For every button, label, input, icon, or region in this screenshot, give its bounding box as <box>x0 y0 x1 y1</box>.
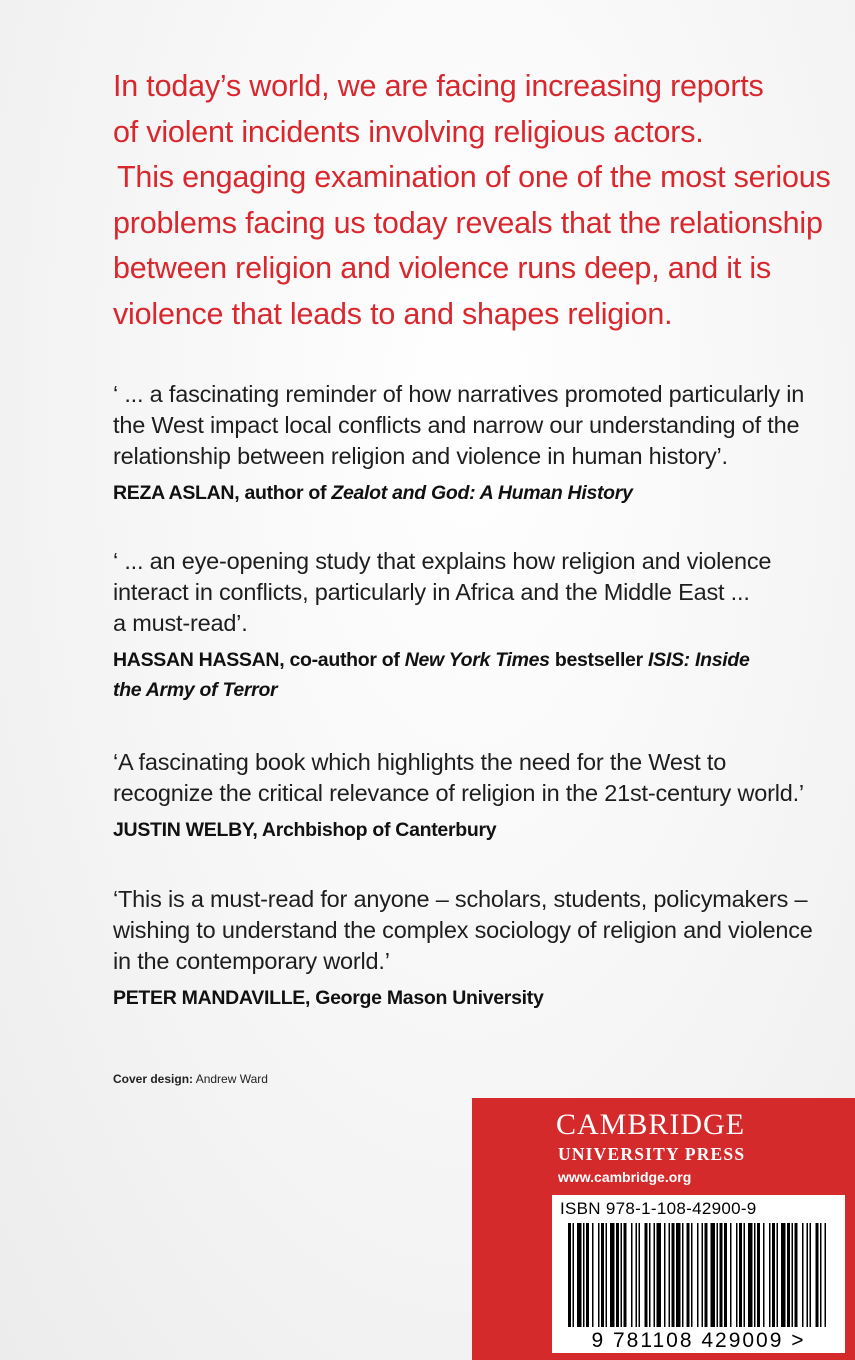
publisher-url: www.cambridge.org <box>558 1169 692 1185</box>
barcode-bar <box>795 1223 798 1327</box>
quote-line: interact in conflicts, particularly in Africa and the Middle East ... <box>113 579 750 605</box>
endorsement-welby <box>113 747 833 845</box>
barcode-bar <box>724 1223 727 1327</box>
barcode-bar <box>769 1223 771 1327</box>
endorsement-mandaville <box>113 884 833 1013</box>
barcode-bar <box>697 1223 699 1327</box>
barcode-bar <box>639 1223 641 1327</box>
quote-attribution <box>113 645 833 705</box>
quote-line: wishing to understand the complex sociology of religion and violence <box>113 917 813 943</box>
quote-attribution: PETER MANDAVILLE, George Mason University <box>113 987 544 1009</box>
cover-design-credit <box>113 1072 268 1086</box>
barcode-bar <box>730 1223 732 1327</box>
attribution-role: , co-author of <box>279 649 405 671</box>
barcode-icon <box>568 1223 830 1327</box>
barcode-bar <box>736 1223 738 1327</box>
barcode-bar <box>754 1223 756 1327</box>
blurb-line: problems facing us today reveals that the relationship <box>113 205 823 240</box>
barcode-bar <box>583 1223 585 1327</box>
barcode-bar <box>610 1223 615 1327</box>
blurb-line: between religion and violence runs deep, and it is <box>113 251 772 285</box>
publisher-name: CAMBRIDGE <box>556 1108 746 1141</box>
quote-line: the West impact local conflicts and narrow our understanding of the <box>113 412 800 438</box>
barcode-bar <box>691 1223 693 1327</box>
barcode-bar <box>606 1223 608 1327</box>
quote-line: ‘ ... a fascinating reminder of how narratives promoted particularly in <box>113 381 805 407</box>
publisher-panel <box>472 1098 855 1360</box>
endorsement-aslan <box>113 379 833 508</box>
barcode-bar <box>807 1223 809 1327</box>
barcode-bar <box>717 1223 719 1327</box>
barcode-bar <box>664 1223 666 1327</box>
cover-design-label: Cover design: <box>113 1072 194 1086</box>
barcode-bar <box>669 1223 671 1327</box>
barcode-bar <box>573 1223 575 1327</box>
attribution-work: New York Times <box>404 649 550 671</box>
barcode-bar <box>601 1223 604 1327</box>
barcode-bar <box>711 1223 716 1327</box>
barcode-bar <box>636 1223 638 1327</box>
barcode-bar <box>676 1223 681 1327</box>
barcode-bar <box>568 1223 571 1327</box>
quote-line: in the contemporary world.’ <box>113 948 390 974</box>
barcode-bar <box>687 1223 690 1327</box>
quote-line: ‘This is a must-read for anyone – scholars, students, policymakers – <box>113 886 808 912</box>
barcode-bar <box>777 1223 779 1327</box>
quote-line: ‘A fascinating book which highlights the need for the West to <box>113 749 727 775</box>
blurb-line: This engaging examination of one of the most serious <box>117 160 831 194</box>
barcode-bar <box>624 1223 627 1327</box>
barcode-bar <box>616 1223 619 1327</box>
blurb-line: In today’s world, we are facing increasing reports <box>113 69 764 103</box>
barcode-bar <box>598 1223 600 1327</box>
barcode-bar <box>631 1223 633 1327</box>
quote-attribution <box>113 478 833 508</box>
blurb-line: violence that leads to and shapes religion. <box>113 296 673 331</box>
barcode-bar <box>787 1223 790 1327</box>
barcode-bar <box>720 1223 723 1327</box>
barcode-bar <box>757 1223 760 1327</box>
barcode-number: 9 781108 429009 > <box>591 1329 806 1352</box>
barcode-bar <box>772 1223 775 1327</box>
barcode-bar <box>682 1223 684 1327</box>
barcode-bar <box>577 1223 582 1327</box>
barcode-bar <box>781 1223 786 1327</box>
barcode-bar <box>705 1223 708 1327</box>
barcode-box <box>552 1195 845 1353</box>
quote-line: recognize the critical relevance of religion in the 21st-century world.’ <box>113 780 804 806</box>
attribution-name: REZA ASLAN <box>113 482 235 504</box>
quote-line: relationship between religion and violence in human history’. <box>113 443 728 469</box>
isbn-label: ISBN 978-1-108-42900-9 <box>560 1199 757 1218</box>
quote-line: ‘ ... an eye-opening study that explains how religion and violence <box>113 548 772 574</box>
barcode-bar <box>802 1223 804 1327</box>
attribution-role: bestseller <box>549 649 649 671</box>
barcode-bar <box>657 1223 662 1327</box>
barcode-bar <box>592 1223 594 1327</box>
barcode-bar <box>792 1223 794 1327</box>
barcode-bar <box>810 1223 812 1327</box>
attribution-name: HASSAN HASSAN <box>113 649 280 671</box>
quote-line: a must-read’. <box>113 610 248 636</box>
quote-attribution: JUSTIN WELBY, Archbishop of Canterbury <box>113 819 497 841</box>
barcode-bar <box>744 1223 746 1327</box>
barcode-bar <box>621 1223 623 1327</box>
attribution-work: the Army of Terror <box>113 679 278 701</box>
barcode-bar <box>672 1223 675 1327</box>
attribution-work: Zealot and God: A Human History <box>331 482 633 504</box>
cover-designer: Andrew Ward <box>193 1072 268 1086</box>
attribution-role: , author of <box>234 482 332 504</box>
blurb-line: of violent incidents involving religious actors. <box>113 114 704 149</box>
barcode-bar <box>645 1223 648 1327</box>
barcode-bar <box>702 1223 704 1327</box>
attribution-work: ISIS: Inside <box>648 649 750 671</box>
barcode-bar <box>739 1223 742 1327</box>
barcode-bar <box>586 1223 589 1327</box>
barcode-bar <box>825 1223 827 1327</box>
publisher-press: UNIVERSITY PRESS <box>558 1144 746 1164</box>
barcode-bar <box>820 1223 822 1327</box>
barcode-bar <box>816 1223 819 1327</box>
barcode-bar <box>649 1223 651 1327</box>
barcode-bar <box>654 1223 656 1327</box>
endorsement-hassan <box>113 546 833 705</box>
barcode-bar <box>763 1223 765 1327</box>
barcode-bar <box>748 1223 753 1327</box>
blurb-text <box>113 64 833 337</box>
